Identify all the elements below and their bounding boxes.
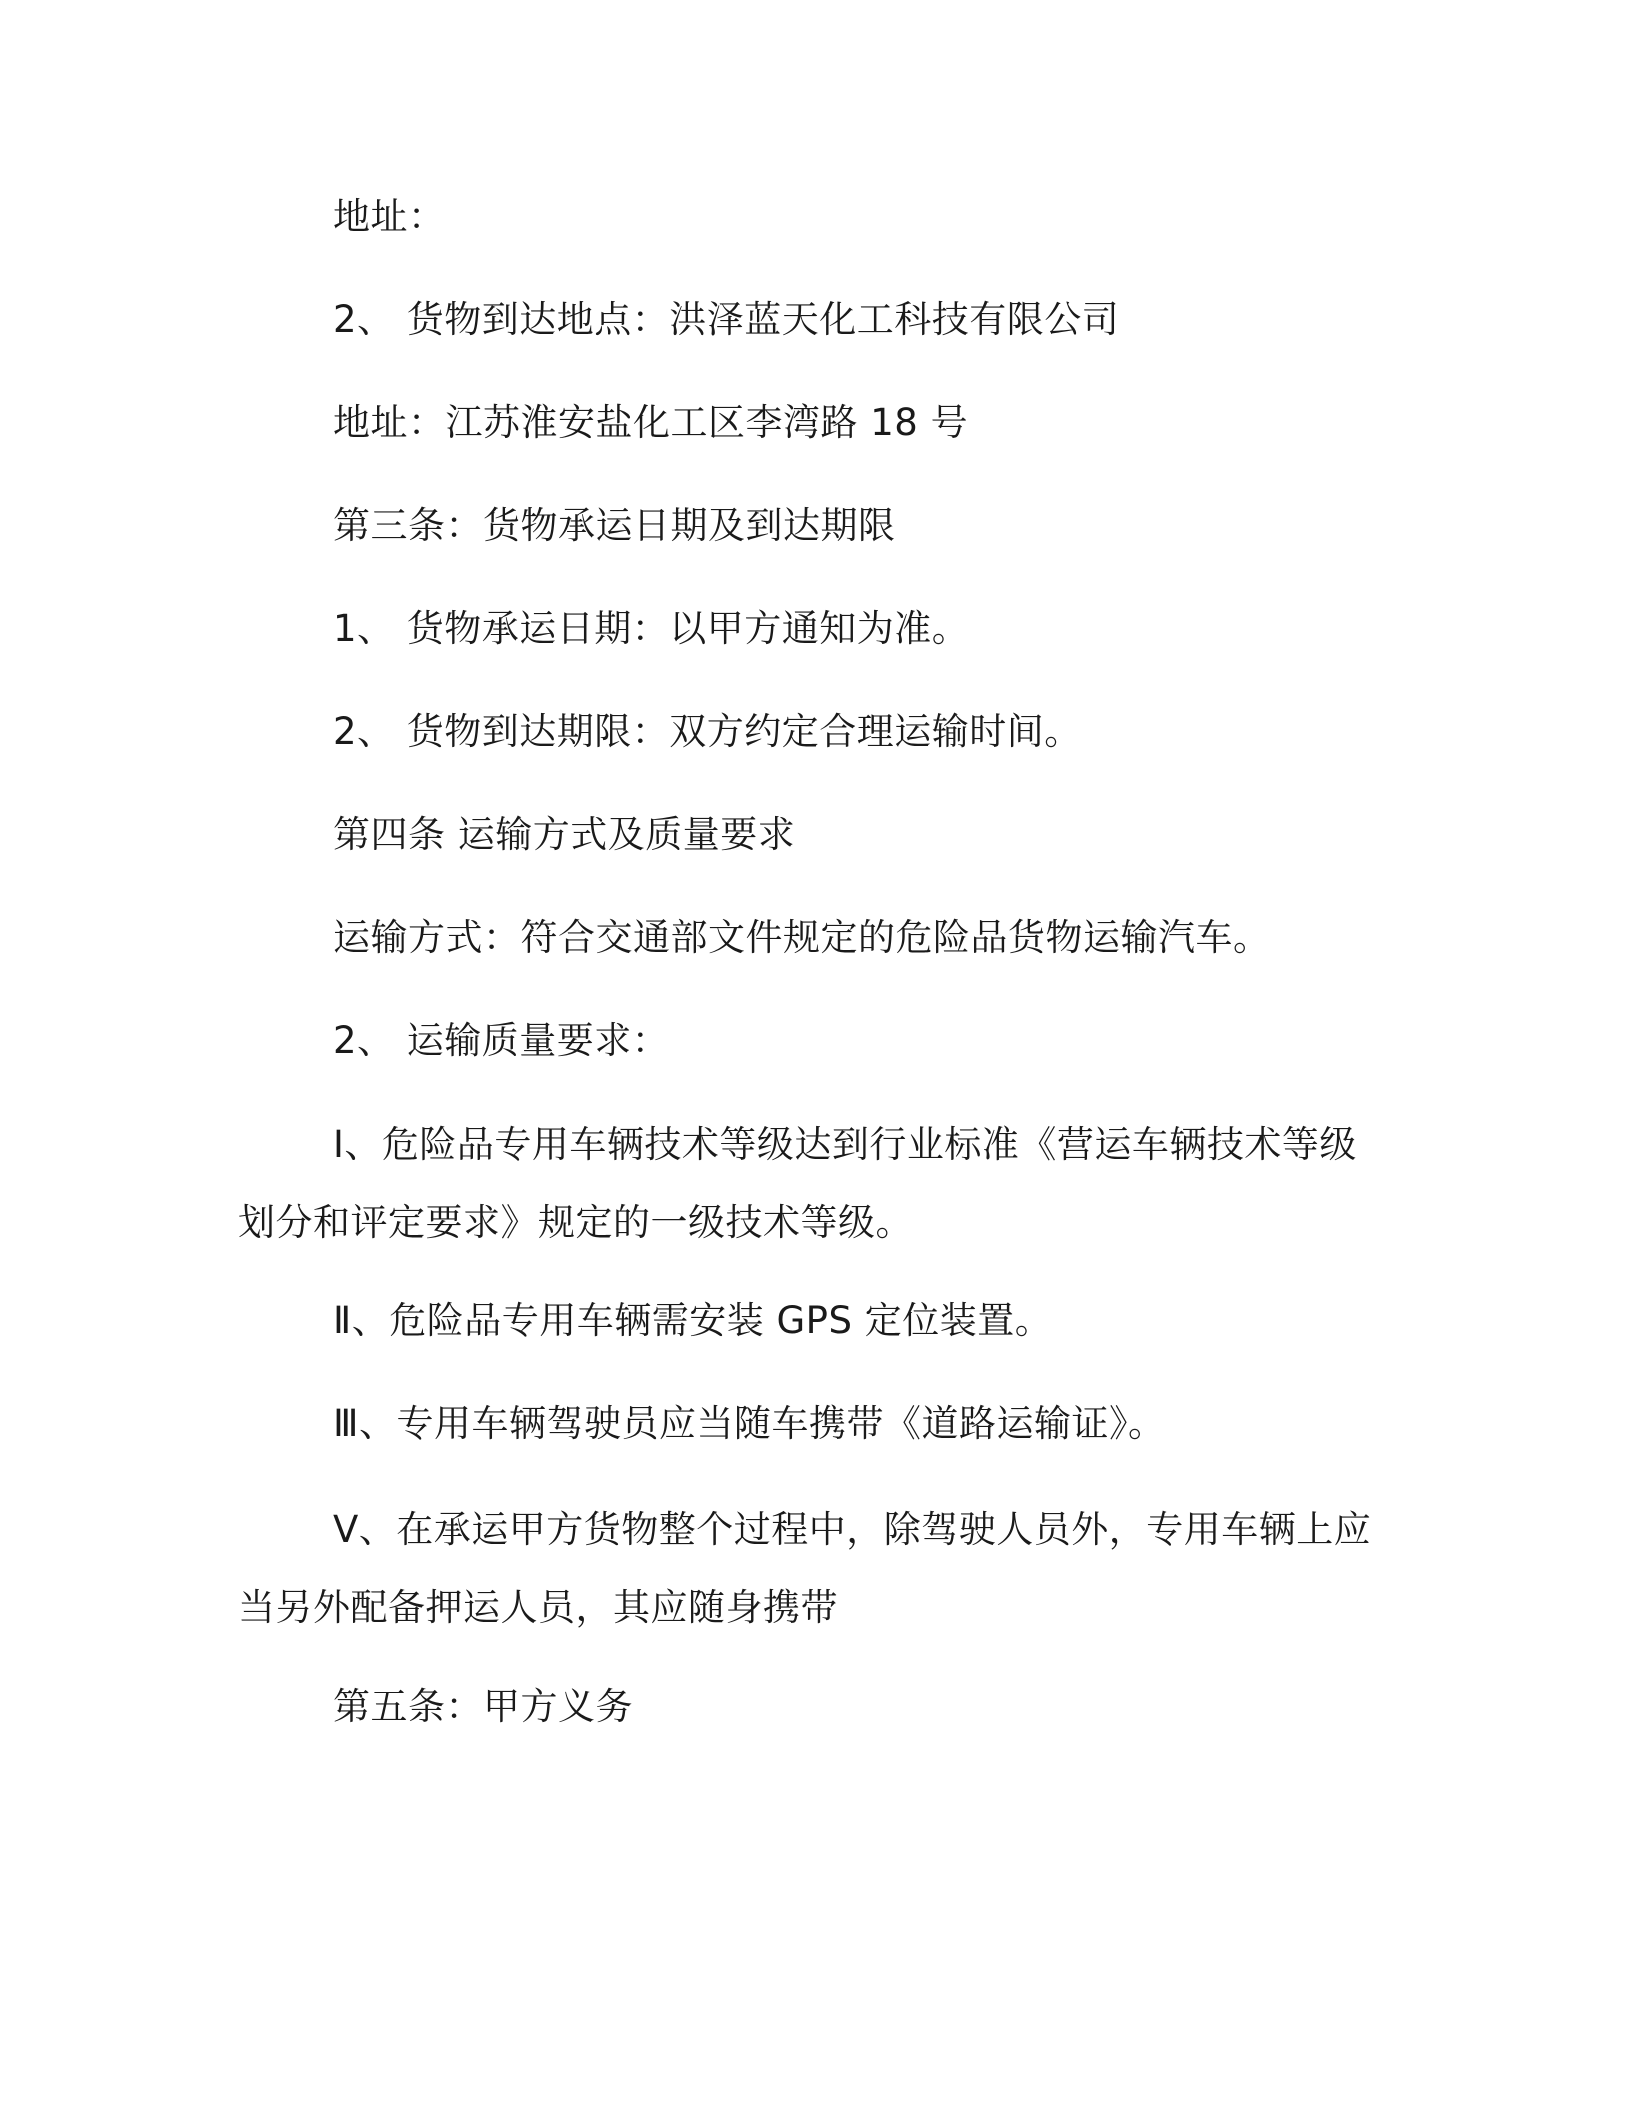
- address-line-1: 地址：: [333, 195, 446, 238]
- article-3-heading: 第三条：货物承运日期及到达期限: [333, 504, 896, 547]
- requirement-iii-line: Ⅲ、专用车辆驾驶员应当随车携带《道路运输证》。: [333, 1402, 1166, 1445]
- quality-requirements-line: 2、 运输质量要求：: [333, 1019, 670, 1062]
- article-4-heading: 第四条 运输方式及质量要求: [333, 813, 796, 856]
- requirement-v-paragraph: Ⅴ、在承运甲方货物整个过程中，除驾驶人员外，专用车辆上应当另外配备押运人员，其应随身携带: [238, 1508, 1372, 1629]
- transport-method-line: 运输方式：符合交通部文件规定的危险品货物运输汽车。: [333, 916, 1271, 959]
- requirement-ii-line: Ⅱ、危险品专用车辆需安装 GPS 定位装置。: [333, 1299, 1053, 1342]
- address-line-2: 地址：江苏淮安盐化工区李湾路 18 号: [333, 401, 969, 444]
- shipping-date-line: 1、 货物承运日期：以甲方通知为准。: [333, 607, 970, 650]
- arrival-deadline-line: 2、 货物到达期限：双方约定合理运输时间。: [333, 710, 1082, 753]
- destination-line: 2、 货物到达地点：洪泽蓝天化工科技有限公司: [333, 298, 1120, 341]
- requirement-i-paragraph: Ⅰ、危险品专用车辆技术等级达到行业标准《营运车辆技术等级划分和评定要求》规定的一级技术等级。: [238, 1123, 1357, 1244]
- article-5-heading: 第五条：甲方义务: [333, 1685, 633, 1728]
